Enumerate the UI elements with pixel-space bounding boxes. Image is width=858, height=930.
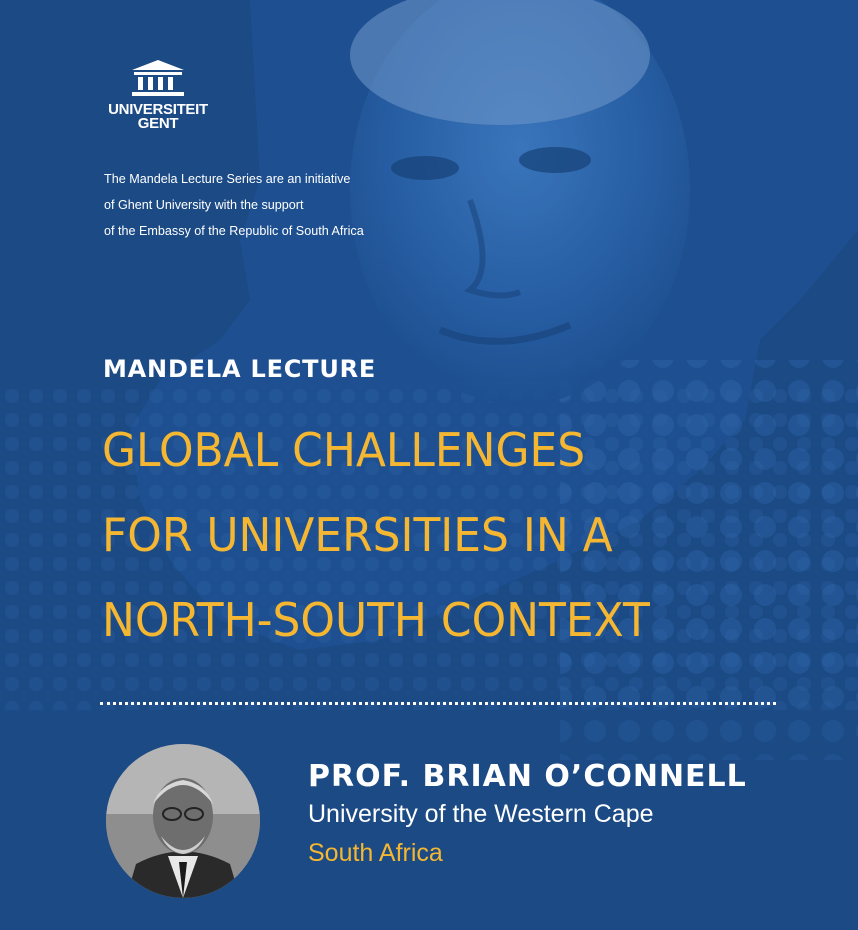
intro-text xyxy=(104,166,434,244)
speaker-info xyxy=(308,759,747,868)
speaker-photo xyxy=(106,744,260,898)
series-label: MANDELA LECTURE xyxy=(103,355,377,383)
intro-line-1: The Mandela Lecture Series are an initiative xyxy=(104,172,351,186)
title-line-1: GLOBAL CHALLENGES xyxy=(102,423,586,477)
speaker-country: South Africa xyxy=(308,839,443,867)
speaker-name: PROF. BRIAN O’CONNELL xyxy=(308,759,747,794)
intro-line-2: of Ghent University with the support xyxy=(104,198,304,212)
speaker-photo-drawing xyxy=(106,744,260,898)
logo-line-gent: GENT xyxy=(137,115,179,132)
columned-building-icon xyxy=(130,58,186,98)
dotted-divider xyxy=(100,702,776,705)
intro-line-3: of the Embassy of the Republic of South Africa xyxy=(104,224,364,238)
university-logo xyxy=(102,58,214,131)
title-line-2: FOR UNIVERSITIES IN A xyxy=(102,508,613,562)
lecture-title xyxy=(102,408,802,663)
title-line-3: NORTH-SOUTH CONTEXT xyxy=(102,593,650,647)
logo-line-universiteit: UNIVERSITEIT xyxy=(108,101,208,118)
speaker-affiliation: University of the Western Cape xyxy=(308,800,654,828)
